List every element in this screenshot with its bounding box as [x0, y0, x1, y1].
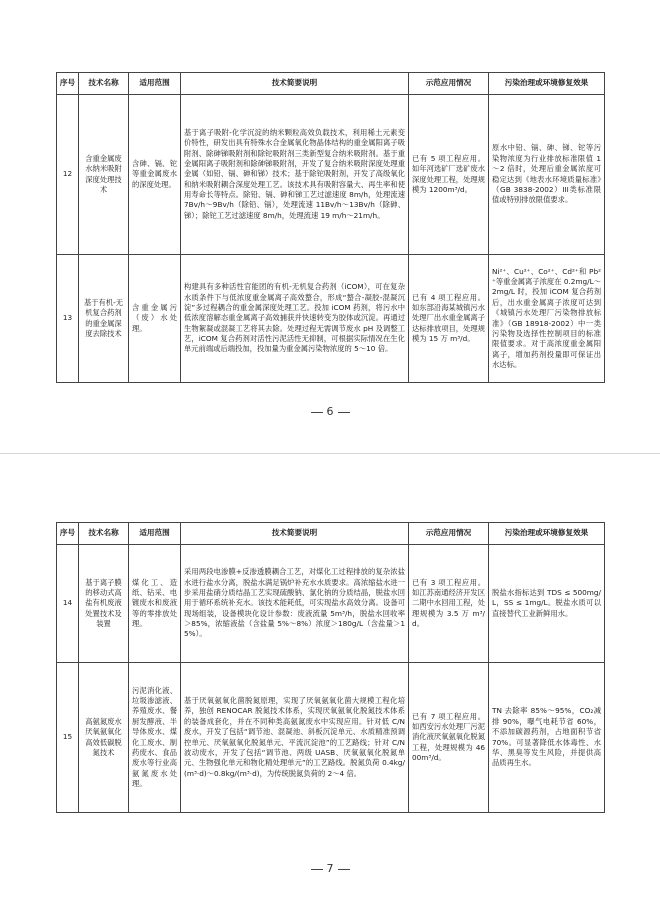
table-header-row: [57, 73, 605, 95]
table-row: [57, 95, 605, 255]
table-row: [57, 663, 605, 813]
row-demo: 已有 7 项工程应用。如西安污水处理厂污泥消化液厌氧氨氧化脱氮工程，处理规模为 4600m³/d。: [409, 663, 489, 813]
header-name: 技术名称: [79, 73, 129, 95]
row-scope: 含重金属污（废）水处理。: [129, 255, 181, 383]
row-effect: TN 去除率 85%～95%，CO₂减排 90%，曝气电耗节省 60%，不添加碳源药剂，占地面积节省 70%。可显著降低水体毒性、水华、黑臭等发生风险，并提供高品质再生水。: [489, 663, 605, 813]
page-6: [0, 0, 660, 453]
row-no: 13: [57, 255, 79, 383]
page-number: [0, 405, 660, 418]
header-scope: 适用范围: [129, 73, 181, 95]
row-effect: 原水中铅、镉、砷、锑、铊等污染物浓度为行业排放标准限值 1～2 倍时，处理后重金属浓度可稳定达到《地表水环境质量标准》（GB 3838-2002）III类标准限值或特别排放限值要求。: [489, 95, 605, 255]
row-scope: 煤化工、造纸、钻采、电镀废水和废液等的零排放处理。: [129, 545, 181, 663]
row-effect: Ni²⁺、Cu²⁺、Co²⁺、Cd²⁺和 Pb²⁺等重金属离子浓度在 0.2mg/L～2mg/L 时，投加 iCOM 复合药剂后，出水重金属离子浓度可达到《城镇污水处理厂污染物排放标准》（GB 18918-2002）中一类污染物及选择性控制项目的标准限值要求。对于高浓度重金属阳离子，增加药剂投量即可保证出水达标。: [489, 255, 605, 383]
row-demo: 已有 4 项工程应用。如东部沿海某城镇污水处理厂出水重金属离子达标排放项目，处理规模为 15 万 m³/d。: [409, 255, 489, 383]
header-effect: 污染治理或环境修复效果: [489, 523, 605, 545]
header-name: 技术名称: [79, 523, 129, 545]
row-no: 15: [57, 663, 79, 813]
row-scope: 污泥消化液、垃圾渗滤液、养殖废水、餐厨发酵液、半导体废水、煤化工废水、制药废水、食品废水等行业高氨氮废水处理。: [129, 663, 181, 813]
table-row: [57, 255, 605, 383]
row-desc: 基于离子吸附-化学沉淀的纳米颗粒高效负载技术，利用稀土元素变价特性，研发出具有特殊水合金属氧化物晶体结构的重金属阳离子吸附剂、除砷锑吸附剂和除铊吸附剂三类新型复合纳米吸附剂。基于重金属阳离子吸附剂和除砷锑吸附剂，开发了复合纳米吸附深度处理重金属（如铅、镉、砷和锑）技术；基于除铊吸附剂，开发了高级氧化和纳米吸附耦合深度处理工艺。该技术具有吸附容量大、再生率和使用寿命长等特点。除铅、镉、砷和锑工艺过滤速度 8m/h，处理流速 7Bv/h～9Bv/h（除铅、镉），处理流速 11Bv/h～13Bv/h（除砷、锑）；除铊工艺过滤速度 8m/h，处理流速 19 m/h～21m/h。: [181, 95, 409, 255]
header-desc: 技术简要说明: [181, 523, 409, 545]
technology-table: [56, 522, 605, 813]
page-number: [0, 862, 660, 875]
row-demo: 已有 5 项工程应用。如年河选矿厂选矿废水深度处理工程，处理规模为 1200m³/d。: [409, 95, 489, 255]
header-desc: 技术简要说明: [181, 73, 409, 95]
header-scope: 适用范围: [129, 523, 181, 545]
row-demo: 已有 3 项工程应用。如江苏南通经济开发区二期中水回用工程，处理规模为 3.5 万 m³/d。: [409, 545, 489, 663]
row-desc: 采用两段电渗膜+反渗透膜耦合工艺，对煤化工过程排放的复杂浓盐水进行盐水分离，脱盐水满足锅炉补充水水质要求。高浓缩盐水进一步采用盐硝分质结晶工艺实现硫酸钠、氯化钠的分质结晶，脱盐水回用于循环系统补充水。该技术能耗低，可实现盐水高效分离。设备可现场组装，设备模块化设计参数：废液流量 5m³/h，脱盐水回收率＞85%，浓缩液盐（含盐量 5%～8%）浓度＞180g/L（含盐量＞15%）。: [181, 545, 409, 663]
row-name: 基于离子膜的移动式高盐有机废液处置技术及装置: [79, 545, 129, 663]
header-demo: 示范应用情况: [409, 73, 489, 95]
row-desc: 构建具有多种活性官能团的有机-无机复合药剂（iCOM），可在复杂水质条件下与低浓度重金属离子高效螯合，形成“螯合-凝胶-混凝沉淀”多过程耦合的重金属深度处理工艺。投加 iCOM 药剂，将污水中低浓度溶解态重金属离子高效捕获并快速转变为胶体或沉淀。再通过生物絮凝或混凝工艺将其去除。处理过程无需调节废水 pH 及调整工艺，iCOM 复合药剂对活性污泥活性无抑制，可根据实际情况在生化单元前端或后端投加，投加量为重金属污染物浓度的 5～10 倍。: [181, 255, 409, 383]
page-7: [0, 453, 660, 907]
row-desc: 基于厌氧氨氧化菌脱氮原理，实现了厌氧氨氧化菌大规模工程化培养，独创 RENOCAR 脱氮技术体系，实现厌氧氨氧化脱氮技术体系的装备成套化，并在不同种类高氨氮废水中实现应用。针对低 C/N 废水，开发了包括“调节池、混凝池、斜板沉淀单元、水质精准预调控单元、厌氧氨氧化脱氮单元、平流沉淀池”的工艺路线；针对 C/N 波动废水，开发了包括“调节池、两级 UASB、厌氧氨氧化脱氮单元、生物强化单元和物化精处理单元”的工艺路线。脱氮负荷 0.4kg/(m³·d)～0.8kg/(m³·d)，为传统脱氮负荷的 2～4 倍。: [181, 663, 409, 813]
header-demo: 示范应用情况: [409, 523, 489, 545]
row-scope: 含砷、镉、铊等重金属废水的深度处理。: [129, 95, 181, 255]
header-no: 序号: [57, 73, 79, 95]
table-header-row: [57, 523, 605, 545]
table-row: [57, 545, 605, 663]
row-effect: 脱盐水指标达到 TDS ≤ 500mg/L，SS ≤ 1mg/L。脱盐水质可以直接替代工业新鲜用水。: [489, 545, 605, 663]
header-no: 序号: [57, 523, 79, 545]
row-name: 基于有机-无机复合药剂的重金属深度去除技术: [79, 255, 129, 383]
page-number-text: 7: [326, 862, 334, 875]
row-no: 14: [57, 545, 79, 663]
row-name: 含重金属废水纳米吸附深度处理技术: [79, 95, 129, 255]
page-number-text: 6: [326, 405, 334, 418]
row-name: 高氨氮废水厌氧氨氧化高效低碳脱氮技术: [79, 663, 129, 813]
row-no: 12: [57, 95, 79, 255]
header-effect: 污染治理或环境修复效果: [489, 73, 605, 95]
technology-table: [56, 72, 605, 383]
